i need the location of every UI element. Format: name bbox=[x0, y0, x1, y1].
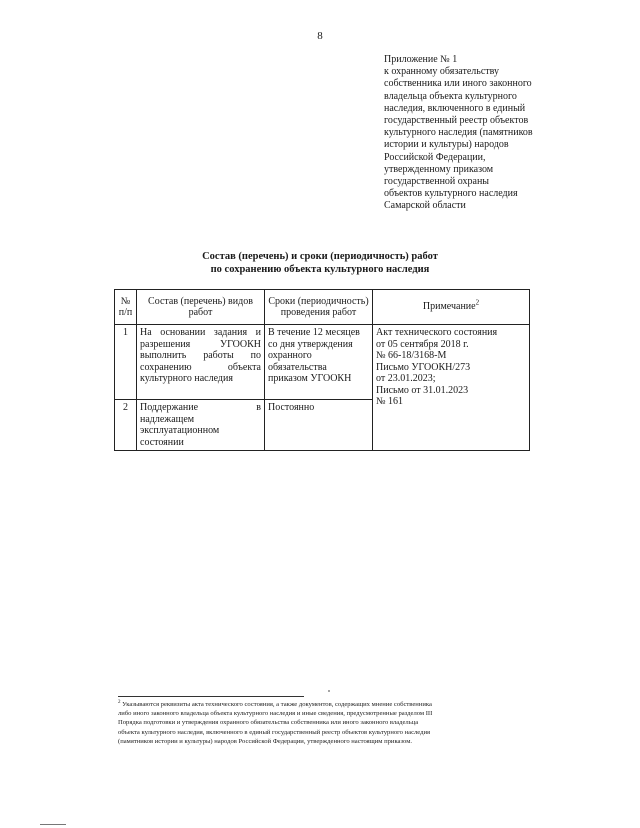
header-note bbox=[373, 290, 530, 325]
document-title bbox=[0, 250, 640, 276]
table-header-row bbox=[115, 290, 530, 325]
footnote-text: Указываются реквизиты акта технического состояния, а также документов, содержащих мнение собственника bbox=[122, 701, 432, 708]
row-num: 1 bbox=[115, 325, 137, 400]
appendix-line: утвержденному приказом bbox=[384, 163, 494, 175]
header-works: Состав (перечень) видов работ bbox=[137, 290, 265, 325]
footnote-line: либо иного законного владельца объекта культурного наследия и иные сведения, предусмотренные разделом III bbox=[118, 710, 433, 718]
appendix-line: Самарской области bbox=[384, 200, 466, 212]
note-line: от 05 сентября 2018 г. bbox=[376, 338, 469, 350]
row-terms: Постоянно bbox=[265, 400, 373, 451]
appendix-line: собственника или иного законного bbox=[384, 78, 532, 90]
appendix-line: объектов культурного наследия bbox=[384, 188, 518, 200]
appendix-line: государственной охраны bbox=[384, 176, 490, 188]
table-row bbox=[115, 325, 530, 400]
note-line: Акт технического состояния bbox=[376, 327, 498, 338]
appendix-line: культурного наследия (памятников bbox=[384, 127, 533, 139]
header-num-line: п/п bbox=[118, 307, 133, 318]
footnote-line: объекта культурного наследия, включенного в единый государственный реестр объектов культурного наследия bbox=[118, 728, 431, 736]
appendix-line: истории и культуры) народов bbox=[384, 139, 509, 151]
page-number: 8 bbox=[317, 30, 323, 42]
document-title-line: по сохранению объекта культурного наследия bbox=[210, 264, 430, 275]
row-terms: В течение 12 месяцев со дня утверждения охранного обязательства приказом УГООКН bbox=[265, 325, 373, 400]
note-line: № 161 bbox=[376, 396, 404, 407]
footnote-reference: 2 bbox=[475, 298, 480, 307]
footnote-mark: 2 bbox=[118, 699, 121, 705]
appendix-line: к охранному обязательству bbox=[384, 66, 500, 78]
footnote-line: Порядка подготовки и утверждения охранного обязательства собственника или иного законного владельца bbox=[118, 719, 419, 727]
note-line: от 23.01.2023; bbox=[376, 373, 436, 384]
note-line: Письмо от 31.01.2023 bbox=[376, 384, 469, 396]
note-line: Письмо УГООКН/273 bbox=[376, 361, 471, 373]
row-works: Поддержание в надлежащем эксплуатационном состоянии bbox=[137, 400, 265, 451]
appendix-line: владельца объекта культурного bbox=[384, 90, 517, 102]
scan-dot bbox=[328, 690, 330, 692]
appendix-header bbox=[384, 54, 620, 213]
header-num-line: № bbox=[120, 295, 131, 307]
header-note-label: Примечание bbox=[422, 301, 476, 313]
footnote bbox=[118, 700, 534, 746]
row-note bbox=[373, 325, 530, 451]
header-terms-line: Сроки (периодичность) bbox=[268, 295, 369, 307]
footnote-line bbox=[118, 700, 534, 709]
appendix-line: наследия, включенного в единый bbox=[384, 102, 526, 114]
header-terms-line: проведения работ bbox=[280, 307, 357, 318]
scan-mark bbox=[40, 824, 66, 825]
document-title-line: Состав (перечень) и сроки (периодичность) работ bbox=[202, 251, 438, 262]
note-line: № 66-18/3168-М bbox=[376, 350, 447, 361]
row-works: На основании задания и разрешения УГООКН выполнить работы по сохранению объекта культурного наследия bbox=[137, 325, 265, 400]
row-num: 2 bbox=[115, 400, 137, 451]
works-table bbox=[114, 289, 530, 451]
appendix-line: государственный реестр объектов bbox=[384, 115, 529, 127]
footnote-line: (памятников истории и культуры) народов Российской Федерации, утвержденного настоящим приказом. bbox=[118, 737, 413, 745]
appendix-line: Российской Федерации, bbox=[384, 151, 486, 163]
appendix-line: Приложение № 1 bbox=[384, 54, 458, 65]
header-terms bbox=[265, 290, 373, 325]
header-num bbox=[115, 290, 137, 325]
footnote-separator bbox=[118, 696, 304, 697]
